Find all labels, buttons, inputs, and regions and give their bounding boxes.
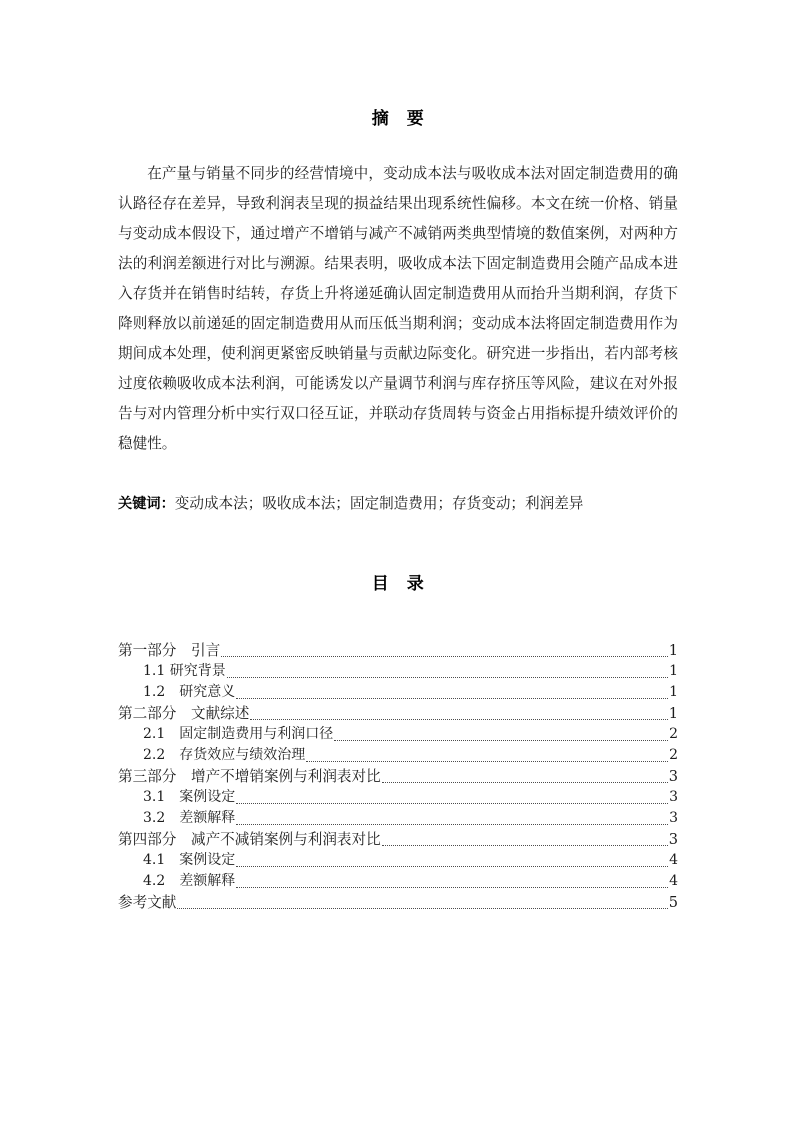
- toc-dot-leader: [236, 802, 668, 804]
- toc-entry[interactable]: [118, 682, 678, 703]
- toc-dot-leader: [382, 781, 668, 783]
- toc-dot-leader: [306, 760, 668, 762]
- toc-entry[interactable]: [118, 850, 678, 871]
- toc-entry[interactable]: [118, 661, 678, 682]
- toc-dot-leader: [236, 886, 668, 888]
- toc-entry[interactable]: [118, 871, 678, 892]
- toc-dot-leader: [177, 907, 667, 909]
- toc-entry-title: 1.2 研究意义: [143, 684, 236, 700]
- toc-entry[interactable]: [118, 808, 678, 829]
- toc-entry-title: 第四部分 减产不减销案例与利润表对比: [118, 831, 381, 848]
- toc-dot-leader: [334, 739, 668, 741]
- toc-entry-title: 第二部分 文献综述: [118, 705, 250, 722]
- table-of-contents-heading: 目 录: [371, 574, 425, 594]
- toc-entry-title: 4.2 差额解释: [143, 873, 236, 889]
- abstract-body-paragraph: 在产量与销量不同步的经营情境中，变动成本法与吸收成本法对固定制造费用的确认路径存在差异，导致利润表呈现的损益结果出现系统性偏移。本文在统一价格、销量与变动成本假设下，通过增产不增销与减产不减销两类典型情境的数值案例，对两种方法的利润差额进行对比与溯源。结果表明，吸收成本法下固定制造费用会随产品成本进入存货并在销售时结转，存货上升将递延确认固定制造费用从而抬升当期利润，存货下降则释放以前递延的固定制造费用从而压低当期利润；变动成本法将固定制造费用作为期间成本处理，使利润更紧密反映销量与贡献边际变化。研究进一步指出，若内部考核过度依赖吸收成本法利润，可能诱发以产量调节利润与库存挤压等风险，建议在对外报告与对内管理分析中实行双口径互证，并联动存货周转与资金占用指标提升绩效评价的稳健性。: [118, 165, 678, 452]
- toc-dot-leader: [250, 718, 667, 720]
- toc-dot-leader: [221, 655, 668, 657]
- toc-entry-page-number: 4: [669, 873, 678, 889]
- toc-dot-leader: [236, 697, 668, 699]
- toc-entry[interactable]: [118, 703, 678, 724]
- toc-entry-title: 2.1 固定制造费用与利润口径: [143, 726, 334, 742]
- toc-entry-page-number: 3: [668, 831, 678, 848]
- toc-entry-title: 3.2 差额解释: [143, 810, 236, 826]
- toc-entry-page-number: 5: [668, 894, 678, 911]
- toc-entry-title: 1.1 研究背景: [143, 663, 226, 679]
- toc-entry[interactable]: [118, 892, 678, 913]
- keywords-value: 变动成本法；吸收成本法；固定制造费用；存货变动；利润差异: [174, 495, 584, 512]
- toc-dot-leader: [227, 676, 668, 678]
- toc-entry[interactable]: [118, 829, 678, 850]
- toc-entry-title: 2.2 存货效应与绩效治理: [143, 747, 306, 763]
- toc-entry-title: 参考文献: [118, 894, 177, 911]
- toc-entry[interactable]: [118, 766, 678, 787]
- page-content: [118, 0, 678, 913]
- toc-entry-page-number: 2: [669, 726, 678, 742]
- toc-entry-page-number: 3: [669, 789, 678, 805]
- toc-entry-title: 第三部分 增产不增销案例与利润表对比: [118, 768, 381, 785]
- keywords-line: [118, 489, 678, 519]
- toc-entry-page-number: 4: [669, 852, 678, 868]
- toc-entry-title: 第一部分 引言: [118, 642, 221, 659]
- toc-dot-leader: [236, 865, 668, 867]
- toc-dot-leader: [236, 823, 668, 825]
- table-of-contents: [118, 640, 678, 913]
- toc-entry-page-number: 3: [669, 810, 678, 826]
- toc-dot-leader: [382, 844, 668, 846]
- keywords-label: 关键词：: [118, 496, 175, 512]
- toc-entry[interactable]: [118, 787, 678, 808]
- toc-entry-title: 3.1 案例设定: [143, 789, 236, 805]
- toc-entry-page-number: 3: [668, 768, 678, 785]
- toc-entry-page-number: 2: [669, 747, 678, 763]
- toc-entry-page-number: 1: [669, 663, 678, 679]
- toc-entry[interactable]: [118, 724, 678, 745]
- toc-entry-page-number: 1: [668, 642, 678, 659]
- toc-entry-title: 4.1 案例设定: [143, 852, 236, 868]
- toc-entry-page-number: 1: [669, 684, 678, 700]
- toc-entry[interactable]: [118, 745, 678, 766]
- abstract-heading: 摘 要: [371, 109, 425, 129]
- toc-entry-page-number: 1: [668, 705, 678, 722]
- toc-entry[interactable]: [118, 640, 678, 661]
